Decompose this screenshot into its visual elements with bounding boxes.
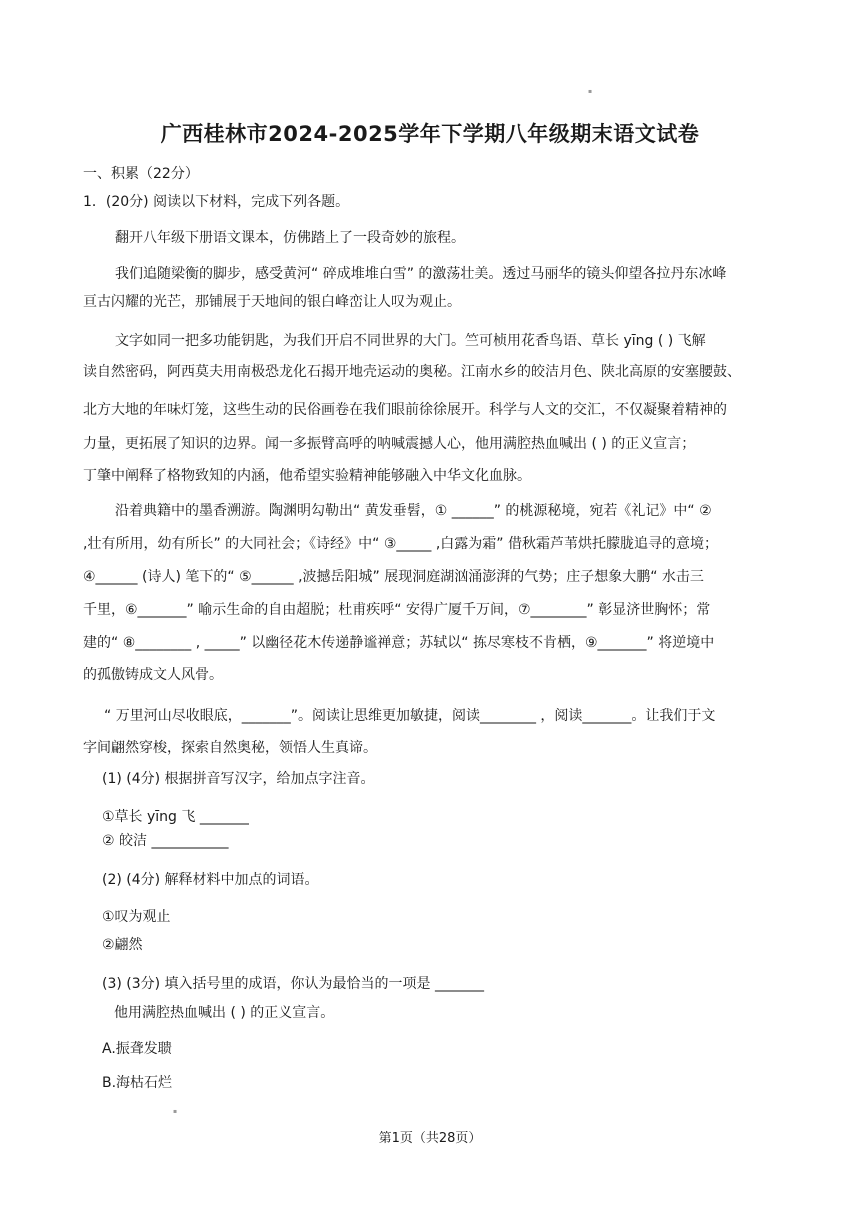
scan-dot: ▪ xyxy=(173,1108,178,1115)
sub-question-3-header: (3) (3分) 填入括号里的成语，你认为最恰当的一项是 _______ xyxy=(102,976,485,992)
paragraph-3-line: 力量，更拓展了知识的边界。闻一多振臂高呼的呐喊震撼人心，他用满腔热血喊出 ( ) 的正义宣言； xyxy=(83,436,696,452)
paragraph-4-line: 的孤傲铸成文人风骨。 xyxy=(83,667,223,683)
paragraph-3-line: 丁肇中阐释了格物致知的内涵，他希望实验精神能够融入中华文化血脉。 xyxy=(83,468,531,484)
paragraph-5-line: “ 万里河山尽收眼底，_______”。阅读让思维更加敏捷，阅读________ ，阅读_______。让我们于文 xyxy=(104,708,716,724)
sub-question-3-sentence: 他用满腔热血喊出 ( ) 的正义宣言。 xyxy=(114,1005,335,1021)
paragraph-5-line: 字间翩然穿梭，探索自然奥秘，领悟人生真谛。 xyxy=(83,740,377,756)
paragraph-4-line: 沿着典籍中的墨香溯游。陶渊明勾勒出“ 黄发垂髫，① ______” 的桃源秘境，宛若《礼记》中“ ② xyxy=(115,503,712,519)
sub-question-1-header: (1) (4分) 根据拼音写汉字，给加点字注音。 xyxy=(102,771,375,787)
sub-question-1-item: ② 皎洁 ___________ xyxy=(102,833,229,849)
sub-question-2-item: ②翩然 xyxy=(102,937,143,953)
paragraph-2-line: 我们追随梁衡的脚步，感受黄河“ 碎成堆堆白雪” 的激荡壮美。透过马丽华的镜头仰望各拉丹东冰峰 xyxy=(115,266,727,282)
sub-question-1-item: ①草长 yīng 飞 _______ xyxy=(102,809,249,825)
option-b: B.海枯石烂 xyxy=(102,1075,173,1091)
sub-question-2-header: (2) (4分) 解释材料中加点的词语。 xyxy=(102,872,319,888)
paragraph-4-line: 千里，⑥_______” 喻示生命的自由超脱；杜甫疾呼“ 安得广厦千万间，⑦________” 彰显济世胸怀；常 xyxy=(83,602,711,618)
question-1-header: 1．(20分) 阅读以下材料，完成下列各题。 xyxy=(83,194,350,210)
paragraph-4-line: ,壮有所用，幼有所长” 的大同社会；《诗经》中“ ③_____ ,白露为霜” 借秋霜芦苇烘托朦胧追寻的意境； xyxy=(83,536,719,552)
paragraph-2-line: 亘古闪耀的光芒，那铺展于天地间的银白峰峦让人叹为观止。 xyxy=(83,294,461,310)
paragraph-1-line: 翻开八年级下册语文课本，仿佛踏上了一段奇妙的旅程。 xyxy=(115,230,465,246)
paragraph-3-line: 读自然密码，阿西莫夫用南极恐龙化石揭开地壳运动的奥秘。江南水乡的皎洁月色、陕北高原的安塞腰鼓、 xyxy=(83,364,741,380)
sub-question-2-item: ①叹为观止 xyxy=(102,909,171,925)
paragraph-4-line: ④______ (诗人) 笔下的“ ⑤______ ,波撼岳阳城” 展现洞庭湖汹涌澎湃的气势；庄子想象大鹏“ 水击三 xyxy=(83,569,704,585)
paragraph-3-line: 文字如同一把多功能钥匙，为我们开启不同世界的大门。竺可桢用花香鸟语、草长 yīng ( ) 飞解 xyxy=(115,333,706,349)
page-footer: 第1页（共28页） xyxy=(378,1131,482,1146)
paragraph-4-line: 建的“ ⑧________ , _____” 以幽径花木传递静谧禅意；苏轼以“ 拣尽寒枝不肯栖，⑨_______” 将逆境中 xyxy=(83,635,715,651)
page-title: 广西桂林市2024-2025学年下学期八年级期末语文试卷 xyxy=(160,122,700,146)
paragraph-3-line: 北方大地的年味灯笼，这些生动的民俗画卷在我们眼前徐徐展开。科学与人文的交汇，不仅凝聚着精神的 xyxy=(83,402,727,418)
option-a: A.振聋发聩 xyxy=(102,1041,172,1057)
scan-dot: ▪ xyxy=(588,88,593,95)
section-heading: 一、积累（22分） xyxy=(83,166,199,182)
